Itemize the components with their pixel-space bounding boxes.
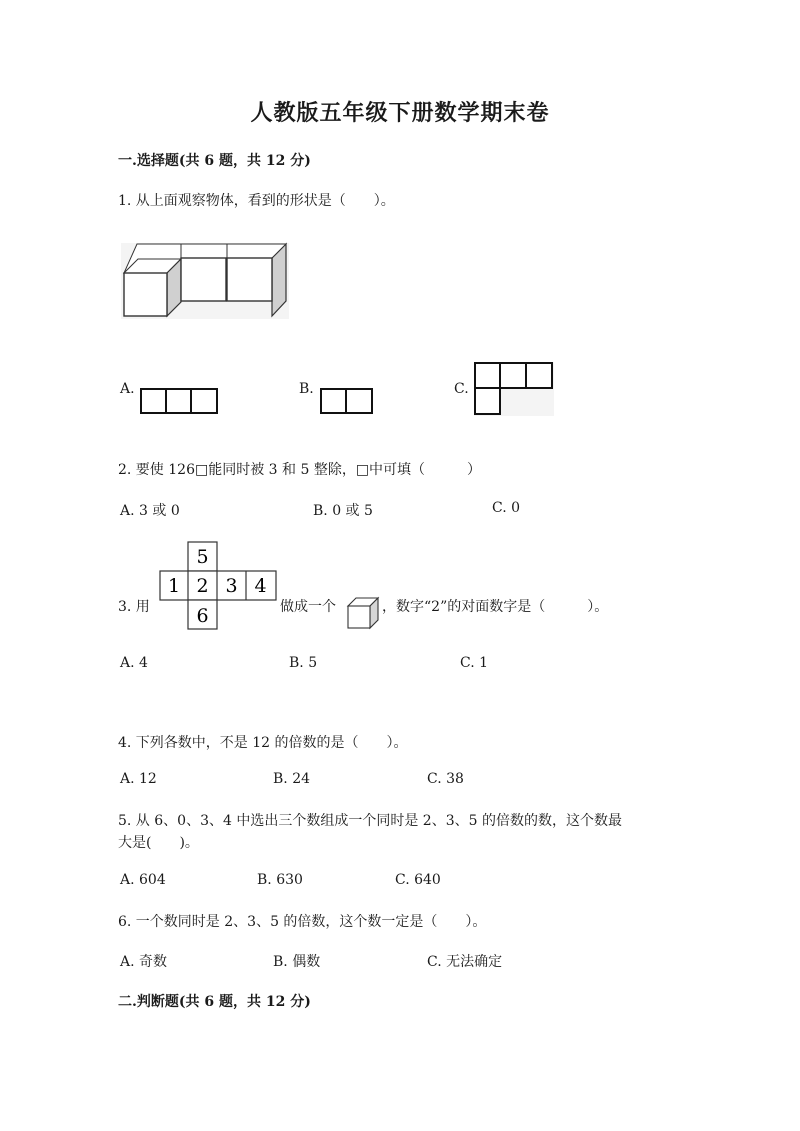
question-2-text: 2. 要使 126□能同时被 3 和 5 整除，□中可填（ ） bbox=[118, 462, 482, 478]
q6-option-c[interactable]: C. 无法确定 bbox=[427, 954, 503, 970]
q5-option-c[interactable]: C. 640 bbox=[395, 872, 441, 888]
net-cell-1: 1 bbox=[167, 575, 181, 597]
question-6-text: 6. 一个数同时是 2、3、5 的倍数，这个数一定是（ ）。 bbox=[118, 914, 487, 930]
question-5-line-1: 5. 从 6、0、3、4 中选出三个数组成一个同时是 2、3、5 的倍数的数，这个数最 bbox=[118, 813, 622, 829]
cube-net-figure bbox=[159, 541, 277, 631]
q3-option-c[interactable]: C. 1 bbox=[460, 655, 489, 671]
q1-option-b-shape bbox=[320, 388, 374, 414]
q1-option-b[interactable]: B. bbox=[299, 381, 314, 397]
q4-option-a[interactable]: A. 12 bbox=[120, 771, 157, 787]
q1-option-c-shape bbox=[474, 362, 554, 416]
section-1-heading: 一.选择题(共 6 题，共 12 分) bbox=[118, 153, 311, 169]
question-1-text: 1. 从上面观察物体，看到的形状是（ ）。 bbox=[118, 193, 395, 209]
q1-option-c[interactable]: C. bbox=[454, 381, 469, 397]
question-3-prefix: 3. 用 bbox=[118, 599, 150, 615]
cube-icon bbox=[346, 596, 380, 630]
q3-option-a[interactable]: A. 4 bbox=[120, 655, 148, 671]
q2-option-a[interactable]: A. 3 或 0 bbox=[120, 503, 180, 519]
cubes-figure bbox=[121, 243, 289, 319]
net-cell-bottom: 6 bbox=[196, 605, 209, 627]
question-5-line-2: 大是( )。 bbox=[118, 835, 199, 851]
q2-option-c[interactable]: C. 0 bbox=[492, 500, 521, 516]
q2-option-b[interactable]: B. 0 或 5 bbox=[313, 503, 373, 519]
q1-option-a[interactable]: A. bbox=[120, 381, 135, 397]
question-4-text: 4. 下列各数中，不是 12 的倍数的是（ ）。 bbox=[118, 735, 408, 751]
q4-option-c[interactable]: C. 38 bbox=[427, 771, 464, 787]
q3-option-b[interactable]: B. 5 bbox=[289, 655, 318, 671]
net-cell-4: 4 bbox=[254, 575, 267, 597]
q6-option-a[interactable]: A. 奇数 bbox=[120, 954, 168, 970]
q5-option-b[interactable]: B. 630 bbox=[257, 872, 303, 888]
q5-option-a[interactable]: A. 604 bbox=[120, 872, 166, 888]
net-cell-2: 2 bbox=[196, 575, 209, 597]
section-2-heading: 二.判断题(共 6 题，共 12 分) bbox=[118, 994, 311, 1010]
net-cell-top: 5 bbox=[196, 546, 209, 568]
question-3-middle: 做成一个 bbox=[280, 599, 336, 615]
q4-option-b[interactable]: B. 24 bbox=[273, 771, 311, 787]
net-cell-3: 3 bbox=[225, 575, 238, 597]
page-title: 人教版五年级下册数学期末卷 bbox=[250, 100, 550, 126]
q6-option-b[interactable]: B. 偶数 bbox=[273, 954, 321, 970]
q1-option-a-shape bbox=[140, 388, 218, 414]
question-3-suffix: ，数字“2”的对面数字是（ ）。 bbox=[382, 599, 609, 615]
